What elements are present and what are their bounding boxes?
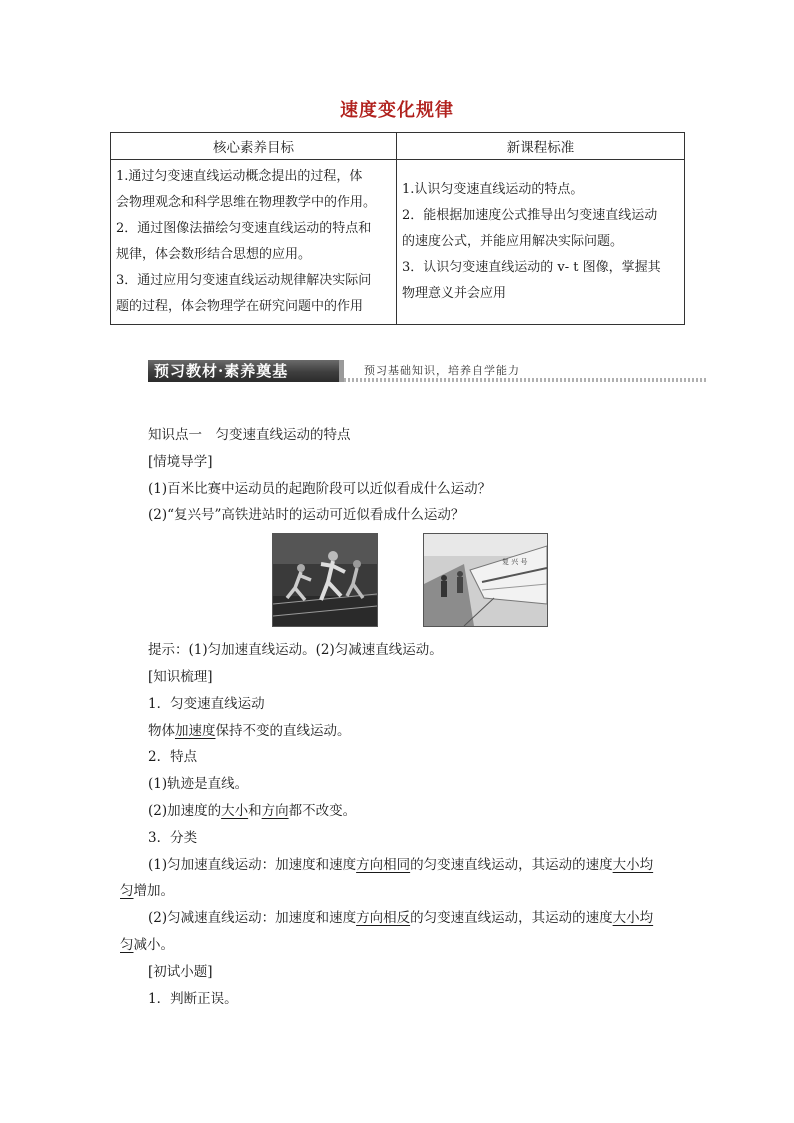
section-2-item-b xyxy=(120,798,690,825)
header-curriculum-standard: 新课程标准 xyxy=(397,133,685,160)
banner-subtitle: 预习基础知识，培养自学能力 xyxy=(364,364,520,377)
section-3-title: 3．分类 xyxy=(148,829,198,846)
text-span: (2)匀减速直线运动：加速度和速度 xyxy=(148,910,357,927)
core-goal-line: 规律，体会数形结合思想的应用。 xyxy=(116,247,312,262)
hint-text: 提示：(1)匀加速直线运动。(2)匀减速直线运动。 xyxy=(148,642,443,659)
text-span: 的匀变速直线运动，其运动的速度 xyxy=(410,910,613,927)
text-span: (1)匀加速直线运动：加速度和速度 xyxy=(148,856,357,873)
underlined-answer: 方向相反 xyxy=(356,910,411,927)
practice-tag: [初试小题] xyxy=(148,963,213,980)
underlined-answer: 方向 xyxy=(261,802,289,819)
section-3-item-b-line1 xyxy=(120,905,690,932)
core-goal-line: 会物理观念和科学思维在物理教学中的作用。 xyxy=(116,195,377,210)
core-goal-line: 3．通过应用匀变速直线运动规律解决实际问 xyxy=(116,273,372,288)
sprinters-photo-icon xyxy=(272,533,378,627)
question-2: (2)“复兴号”高铁进站时的运动可近似看成什么运动？ xyxy=(148,507,465,524)
underlined-answer: 匀 xyxy=(120,936,134,953)
underlined-answer: 大小均 xyxy=(612,856,654,873)
core-goal-line: 2．通过图像法描绘匀变速直线运动的特点和 xyxy=(116,221,372,236)
section-3-item-b-line2 xyxy=(120,932,690,959)
section-1-title: 1．匀变速直线运动 xyxy=(148,695,265,712)
underlined-answer: 匀 xyxy=(120,883,134,900)
standard-line: 3．认识匀变速直线运动的 v- t 图像，掌握其 xyxy=(402,260,661,275)
section-3-item-a-line1 xyxy=(120,852,690,879)
practice-item-1: 1．判断正误。 xyxy=(148,990,238,1007)
core-goals-cell xyxy=(111,160,397,325)
underlined-answer: 加速度 xyxy=(175,722,216,739)
text-span: 保持不变的直线运动。 xyxy=(215,722,351,739)
standard-line: 1.认识匀变速直线运动的特点。 xyxy=(402,182,584,197)
standard-line: 物理意义并会应用 xyxy=(402,286,507,301)
section-2-title: 2．特点 xyxy=(148,749,198,766)
underlined-answer: 大小均 xyxy=(612,910,654,927)
text-span: 的匀变速直线运动，其运动的速度 xyxy=(410,856,613,873)
text-span: 增加。 xyxy=(133,883,174,900)
section-3-item-a-line2 xyxy=(120,878,690,905)
photo-row xyxy=(120,533,690,625)
text-span: 物体 xyxy=(148,722,175,739)
standard-line: 2．能根据加速度公式推导出匀变速直线运动 xyxy=(402,208,658,223)
table-header-row xyxy=(111,133,685,160)
question-1: (1)百米比赛中运动员的起跑阶段可以近似看成什么运动？ xyxy=(148,480,492,497)
goals-table xyxy=(110,132,685,325)
core-goal-line: 1.通过匀变速直线运动概念提出的过程，体 xyxy=(116,169,363,184)
text-span: (2)加速度的 xyxy=(148,802,222,819)
text-span: 和 xyxy=(248,802,262,819)
train-name-text: 复 兴 号 xyxy=(502,558,528,567)
summary-tag: [知识梳理] xyxy=(148,668,213,685)
banner-dotted-line xyxy=(344,378,708,382)
section-banner xyxy=(148,360,708,384)
underlined-answer: 方向相同 xyxy=(356,856,411,873)
header-core-goals: 核心素养目标 xyxy=(111,133,397,160)
standard-line: 的速度公式，并能应用解决实际问题。 xyxy=(402,234,624,249)
underlined-answer: 大小 xyxy=(221,802,249,819)
page-title: 速度变化规律 xyxy=(340,100,454,121)
text-span: 减小。 xyxy=(133,936,174,953)
section-1-definition xyxy=(120,718,690,745)
train-station-photo-icon xyxy=(423,533,548,627)
main-content xyxy=(120,422,690,1012)
core-goal-line: 题的过程，体会物理学在研究问题中的作用 xyxy=(116,299,364,314)
section-heading: 知识点一 匀变速直线运动的特点 xyxy=(148,427,351,443)
banner-label: 预习教材·素养奠基 xyxy=(148,360,344,382)
table-row xyxy=(111,160,685,325)
section-2-item-a: (1)轨迹是直线。 xyxy=(148,776,249,793)
intro-tag: [情境导学] xyxy=(148,453,213,470)
curriculum-standard-cell xyxy=(397,160,685,325)
text-span: 都不改变。 xyxy=(288,802,357,819)
